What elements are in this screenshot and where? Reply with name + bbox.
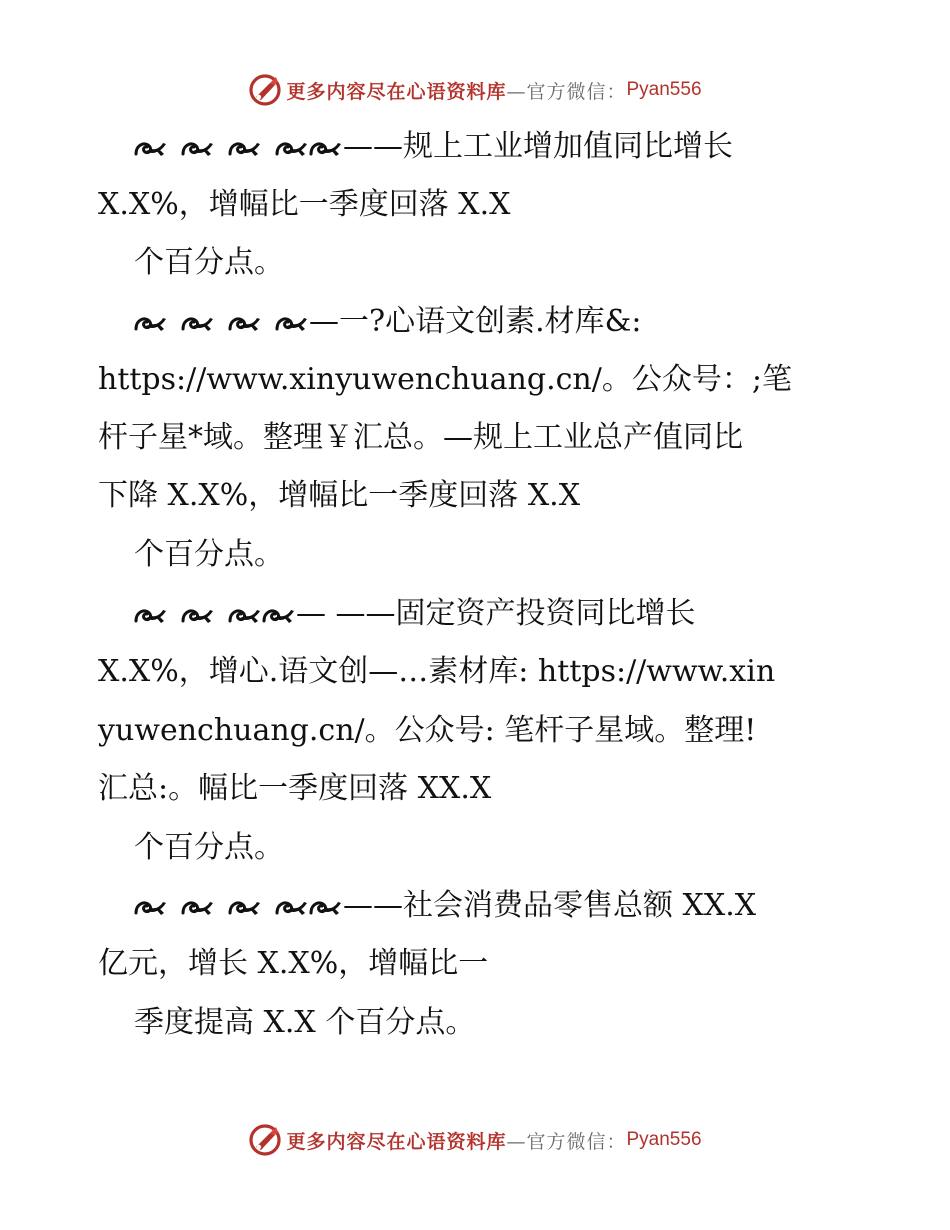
ornament-icon [181,313,215,333]
paragraph-text: ——社会消费品零售总额 XX.X [343,888,757,923]
footer-banner [0,1118,950,1162]
ornament-icon [275,138,309,158]
ornament-icon [181,897,215,917]
banner-title: 更多内容尽在心语资料库 [286,80,507,103]
paragraph-text: 季度提高 X.X 个百分点。 [134,1005,476,1040]
banner-wechat-id: Pyan556 [626,1129,702,1150]
paragraph-line [134,585,696,643]
banner-wechat-label: —官方微信： [506,1130,627,1153]
ornament-icon [181,605,215,625]
paragraph-line [98,467,580,525]
paragraph-line [134,877,756,935]
paragraph-line [98,643,775,701]
paragraph-text: https://www.xinyuwenchuang.cn/。公众号：;笔 [98,362,792,397]
paragraph-text: yuwenchuang.cn/。公众号: 笔杆子星域。整理! [98,713,757,748]
paragraph-line [134,234,284,292]
ornament-icon [309,138,343,158]
paragraph-text: 个百分点。 [134,537,284,572]
paragraph-text: —一?心语文创素.材库&: [309,304,642,339]
ornament-icon [134,138,168,158]
pen-logo-icon [248,1123,282,1157]
ornament-icon [228,313,262,333]
ornament-icon [309,897,343,917]
ornament-icon [275,897,309,917]
paragraph-text: ——规上工业增加值同比增长 [343,129,733,164]
paragraph-line [134,994,475,1052]
banner-wechat-id: Pyan556 [626,79,702,100]
paragraph-line [98,351,792,409]
paragraph-text: 个百分点。 [134,830,284,865]
paragraph-line [98,176,511,234]
ornament-icon [228,605,262,625]
paragraph-text: 杆子星*域。整理￥汇总。—规上工业总产值同比 [98,420,743,455]
ornament-icon [134,605,168,625]
banner-title: 更多内容尽在心语资料库 [286,1130,507,1153]
paragraph-text: 亿元，增长 X.X%，增幅比一 [98,946,489,981]
banner-wechat-label: —官方微信： [506,80,627,103]
header-banner [0,68,950,112]
paragraph-text: X.X%，增心.语文创—…素材库: https://www.xin [98,654,776,689]
paragraph-text: — ——固定资产投资同比增长 [296,596,696,631]
paragraph-line [134,293,641,351]
paragraph-text: 个百分点。 [134,245,284,280]
paragraph-text: 下降 X.X%，增幅比一季度回落 X.X [98,478,581,513]
paragraph-line [134,526,284,584]
ornament-icon [228,897,262,917]
ornament-icon [228,138,262,158]
paragraph-text: X.X%，增幅比一季度回落 X.X [98,187,511,222]
paragraph-line [98,760,491,818]
ornament-icon [134,313,168,333]
paragraph-line [134,118,733,176]
ornament-icon [181,138,215,158]
ornament-icon [275,313,309,333]
ornament-icon [134,897,168,917]
pen-logo-icon [248,73,282,107]
paragraph-text: 汇总:。幅比一季度回落 XX.X [98,771,492,806]
paragraph-line [98,935,488,993]
paragraph-line [98,702,756,760]
ornament-icon [262,605,296,625]
paragraph-line [134,819,284,877]
paragraph-line [98,409,743,467]
